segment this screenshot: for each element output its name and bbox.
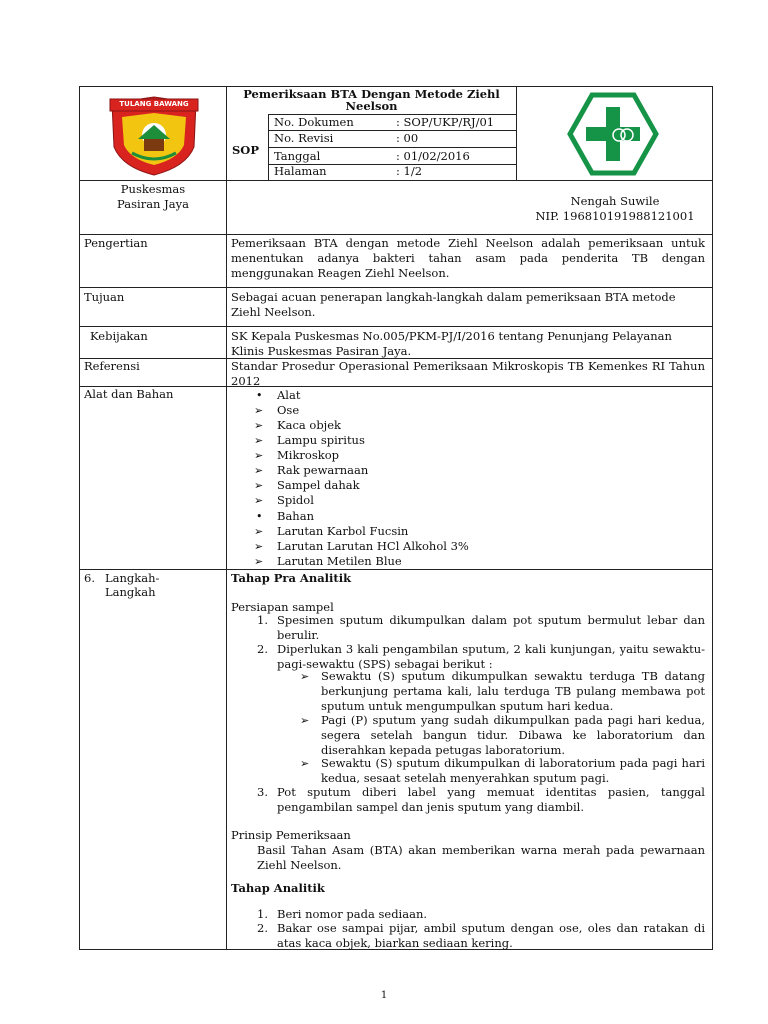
title-line-1: Pemeriksaan BTA Dengan Metode Ziehl <box>243 87 500 101</box>
doc-field-value: : 01/02/2016 <box>396 149 470 163</box>
row-label-langkah-2: Langkah <box>105 585 156 599</box>
doc-field-value: : 1/2 <box>396 164 423 178</box>
step-2-text: Diperlukan 3 kali pengambilan sputum, 2 kali kunjungan, yaitu sewaktu-pagi-sewaktu (SPS) sebagai berikut : <box>277 642 705 671</box>
arrow-bullet-icon: ➢ <box>254 464 264 477</box>
row-label-langkah: Langkah- <box>105 571 160 585</box>
row-number: 6. <box>84 571 95 585</box>
arrow-bullet-icon: ➢ <box>254 404 264 417</box>
document-title <box>226 87 517 114</box>
signer-block <box>517 194 713 224</box>
doc-field-label: No. Dokumen <box>274 115 354 129</box>
step-number: 3. <box>257 785 268 799</box>
title-line-2: Neelson <box>345 99 398 113</box>
arrow-bullet-icon: ➢ <box>300 757 310 770</box>
sub-step-1-text: Sewaktu (S) sputum dikumpulkan sewaktu terduga TB datang berkunjung pertama kali, lalu terduga TB pulang membawa pot sputum untuk mengumpulkan sputum hari kedua. <box>321 669 705 713</box>
step-number: 2. <box>257 642 268 656</box>
arrow-bullet-icon: ➢ <box>254 525 264 538</box>
arrow-bullet-icon: ➢ <box>254 449 264 462</box>
puskesmas-logo <box>567 91 659 177</box>
sub-step-3-text: Sewaktu (S) sputum dikumpulkan di laboratorium pada pagi hari kedua, sesaat setelah menyerahkan sputum pagi. <box>321 756 705 785</box>
doc-field-value: : SOP/UKP/RJ/01 <box>396 115 495 129</box>
bullet-icon: • <box>256 389 263 402</box>
organization-name <box>80 182 226 212</box>
row-text-kebijakan: SK Kepala Puskesmas No.005/PKM-PJ/I/2016 tentang Penunjang Pelayanan Klinis Puskesmas Pasiran Jaya. <box>231 329 672 358</box>
logo-banner-text: TULANG BAWANG <box>119 100 189 108</box>
section-title-pra-analitik: Tahap Pra Analitik <box>231 571 352 585</box>
arrow-bullet-icon: ➢ <box>300 670 310 683</box>
prinsip-text: Basil Tahan Asam (BTA) akan memberikan warna merah pada pewarnaan Ziehl Neelson. <box>257 843 705 872</box>
step-1-text: Spesimen sputum dikumpulkan dalam pot sputum bermulut lebar dan berulir. <box>277 613 705 642</box>
page-number: 1 <box>380 990 388 1001</box>
signer-nip: NIP. 196810191988121001 <box>535 209 695 223</box>
row-label-alat: Alat dan Bahan <box>84 387 174 401</box>
step-number: 2. <box>257 921 268 935</box>
arrow-bullet-icon: ➢ <box>254 419 264 432</box>
subsection-persiapan: Persiapan sampel <box>231 600 334 614</box>
sop-label: SOP <box>232 143 259 157</box>
arrow-bullet-icon: ➢ <box>300 714 310 727</box>
bullet-icon: • <box>256 510 263 523</box>
row-text-referensi: Standar Prosedur Operasional Pemeriksaan Mikroskopis TB Kemenkes RI Tahun 2012 <box>231 359 705 388</box>
step-3-text: Pot sputum diberi label yang memuat identitas pasien, tanggal pengambilan sampel dan jenis sputum yang diambil. <box>277 785 705 814</box>
signer-name: Nengah Suwile <box>570 194 660 208</box>
subsection-prinsip: Prinsip Pemeriksaan <box>231 828 351 842</box>
step-number: 1. <box>257 907 268 921</box>
row-label-referensi: Referensi <box>84 359 140 373</box>
section-title-analitik: Tahap Analitik <box>231 881 325 895</box>
arrow-bullet-icon: ➢ <box>254 540 264 553</box>
row-text-tujuan: Sebagai acuan penerapan langkah-langkah dalam pemeriksaan BTA metode Ziehl Neelson. <box>231 290 676 319</box>
org-line-1: Puskesmas <box>120 182 186 196</box>
doc-field-label: No. Revisi <box>274 131 334 145</box>
org-line-2: Pasiran Jaya <box>117 197 189 211</box>
row-label-pengertian: Pengertian <box>84 236 148 250</box>
arrow-bullet-icon: ➢ <box>254 434 264 447</box>
arrow-bullet-icon: ➢ <box>254 479 264 492</box>
step-number: 1. <box>257 613 268 627</box>
regional-logo <box>106 95 202 177</box>
doc-field-value: : 00 <box>396 131 419 145</box>
row-text-pengertian: Pemeriksaan BTA dengan metode Ziehl Neelson adalah pemeriksaan untuk menentukan adanya bakteri tahan asam pada penderita TB dengan menggunakan Reagen Ziehl Neelson. <box>231 236 705 280</box>
row-label-kebijakan: Kebijakan <box>90 329 148 343</box>
sub-step-2-text: Pagi (P) sputum yang sudah dikumpulkan pada pagi hari kedua, segera setelah bangun tidur. Dibawa ke laboratorium dan diserahkan kepada petugas laboratorium. <box>321 713 705 757</box>
analitik-step-2-text: Bakar ose sampai pijar, ambil sputum dengan ose, oles dan ratakan di atas kaca objek, biarkan sediaan kering. <box>277 921 705 950</box>
arrow-bullet-icon: ➢ <box>254 555 264 568</box>
analitik-step-1-text: Beri nomor pada sediaan. <box>277 907 428 921</box>
doc-field-label: Halaman <box>274 164 327 178</box>
doc-field-label: Tanggal <box>274 149 321 163</box>
arrow-bullet-icon: ➢ <box>254 494 264 507</box>
row-label-tujuan: Tujuan <box>84 290 125 304</box>
